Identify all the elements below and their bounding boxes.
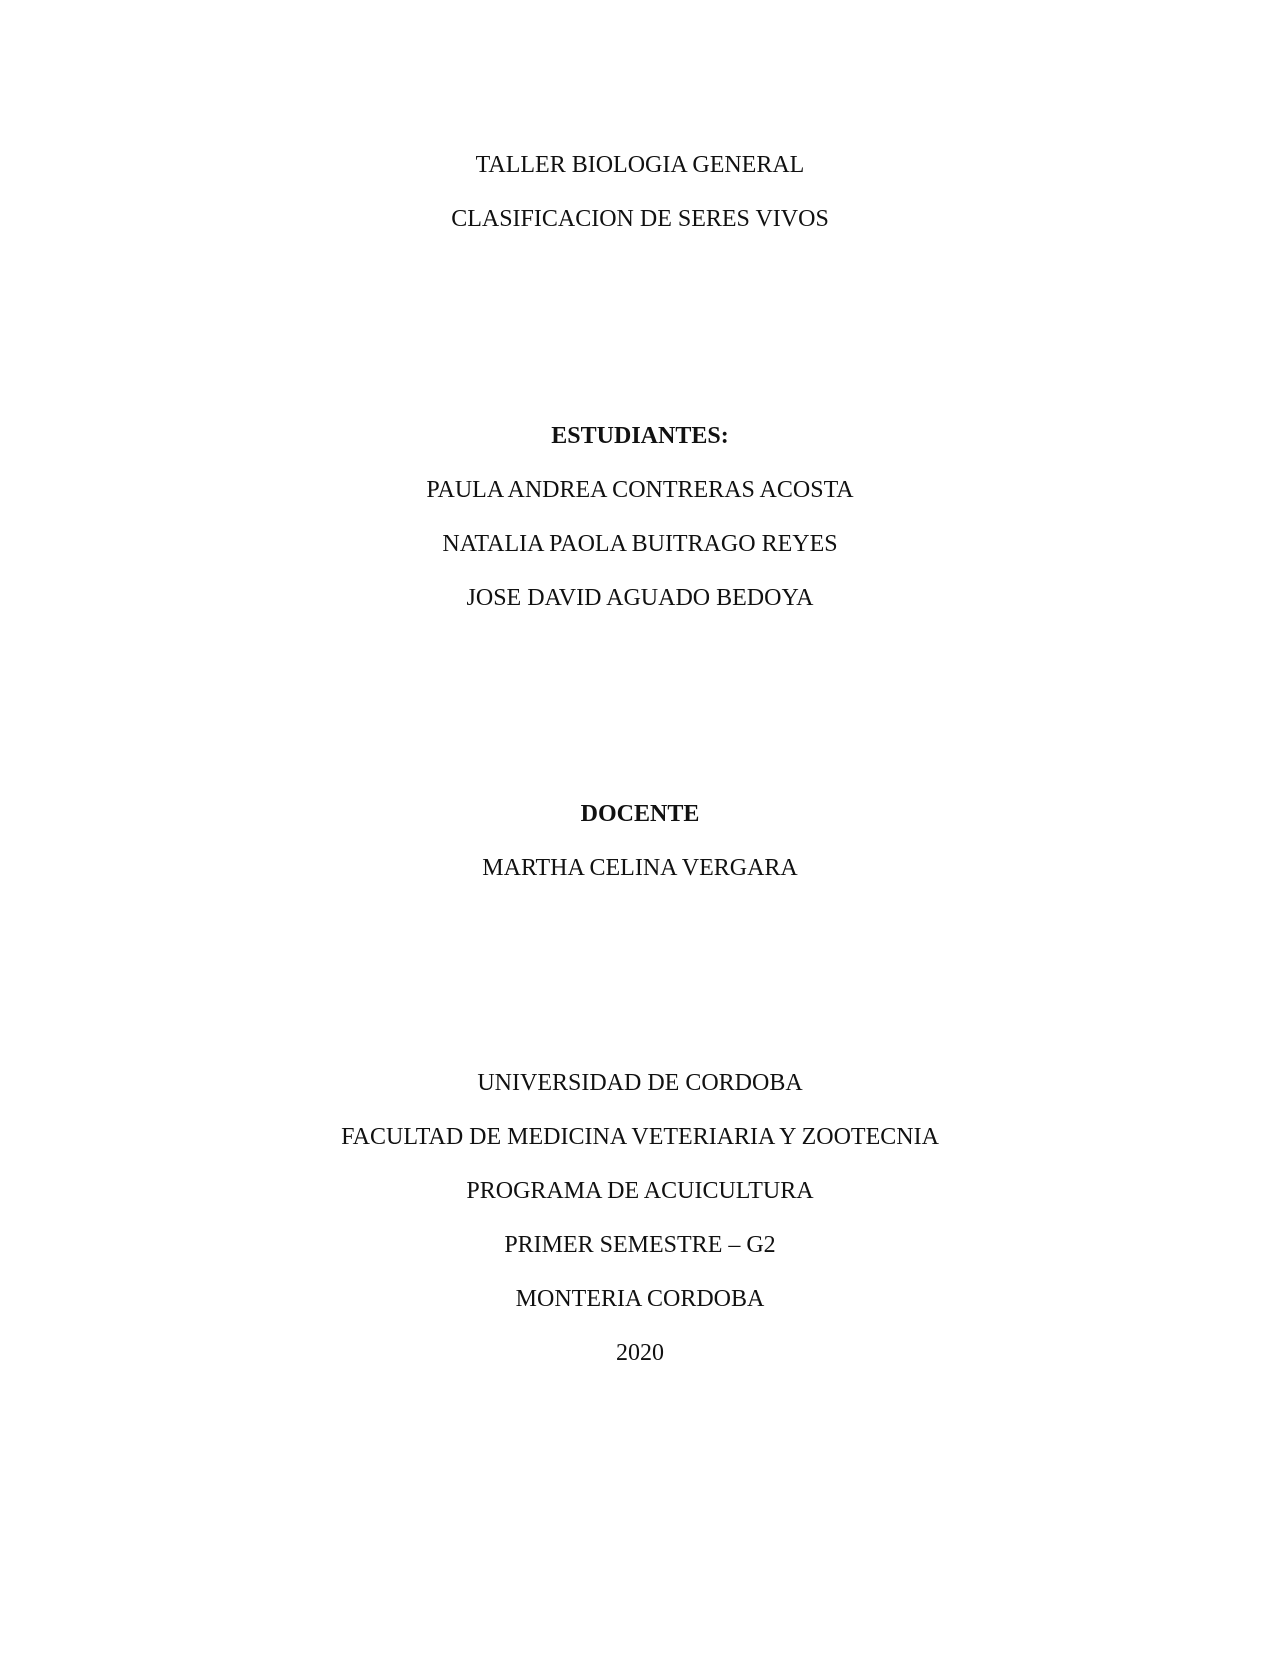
university-name: UNIVERSIDAD DE CORDOBA [477, 1070, 803, 1096]
faculty-name: FACULTAD DE MEDICINA VETERIARIA Y ZOOTECNIA [341, 1124, 939, 1150]
topic-title: CLASIFICACION DE SERES VIVOS [451, 206, 829, 232]
teacher-heading: DOCENTE [580, 801, 700, 827]
student-name: JOSE DAVID AGUADO BEDOYA [466, 585, 814, 611]
student-name: PAULA ANDREA CONTRERAS ACOSTA [426, 477, 854, 503]
students-heading: ESTUDIANTES: [551, 423, 729, 449]
semester-group: PRIMER SEMESTRE – G2 [504, 1232, 776, 1258]
year: 2020 [616, 1340, 664, 1366]
city-name: MONTERIA CORDOBA [515, 1286, 765, 1312]
teacher-name: MARTHA CELINA VERGARA [482, 855, 798, 881]
program-name: PROGRAMA DE ACUICULTURA [466, 1178, 814, 1204]
course-title: TALLER BIOLOGIA GENERAL [475, 152, 805, 178]
student-name: NATALIA PAOLA BUITRAGO REYES [442, 531, 838, 557]
